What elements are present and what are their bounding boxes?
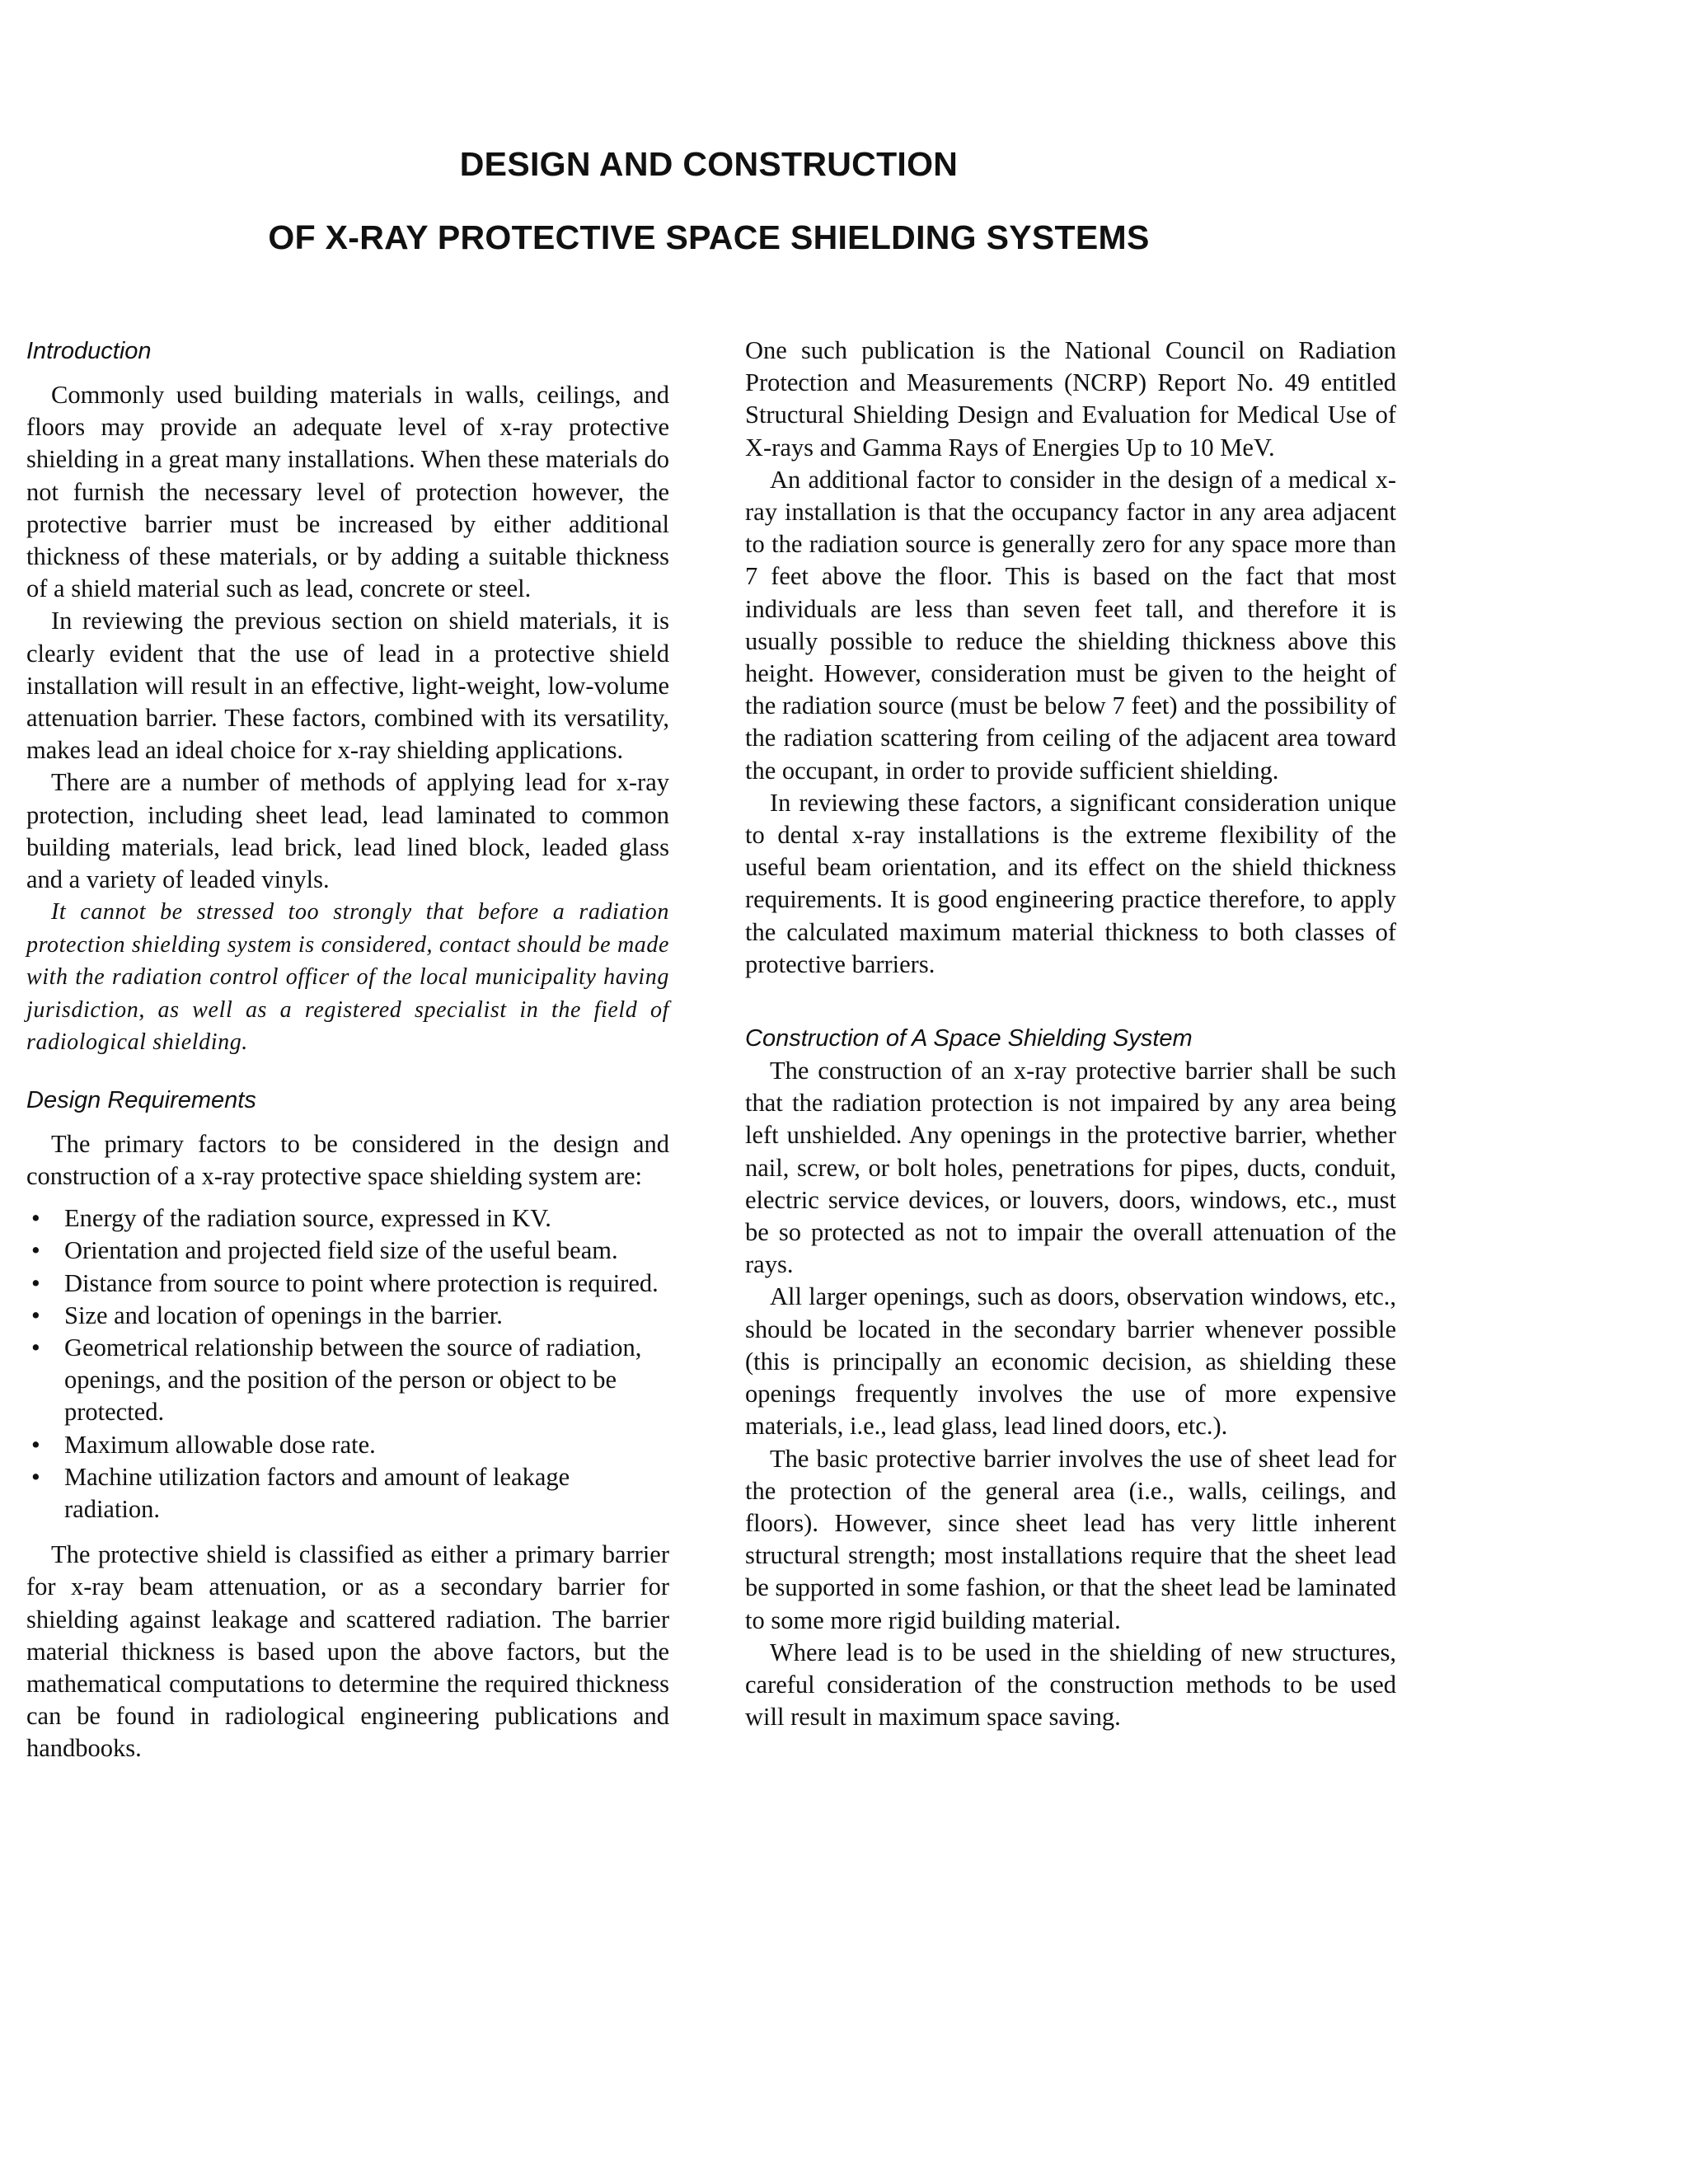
page-title-line-1: DESIGN AND CONSTRUCTION	[459, 145, 959, 183]
introduction-paragraph-2: In reviewing the previous section on shield materials, it is clearly evident that the use of lead in a protective shield installation will result in an effective, light-weight, low-volume attenuation barrier. These factors, combined with its versatility, makes lead an ideal choice for x-ray shielding applications.	[26, 607, 669, 765]
introduction-heading: Introduction	[26, 338, 152, 364]
construction-paragraph-1: The construction of an x-ray protective barrier shall be such that the radiation protection is not impaired by any area being left unshielded. Any openings in the protective barrier, whether nail, screw, or bolt holes, penetrations for pipes, ducts, conduit, electric service devices, or louvers, doors, windows, etc., must be so protected as not to impair the overall attenuation of the rays.	[745, 1057, 1396, 1279]
bullet-icon: •	[31, 1204, 40, 1233]
construction-paragraph-4: Where lead is to be used in the shielding of new structures, careful consideration of the construction methods to be used will result in maximum space saving.	[745, 1638, 1396, 1732]
left-column	[26, 335, 669, 1765]
design-factors-list	[26, 1202, 669, 1526]
bullet-icon: •	[31, 1462, 40, 1491]
list-item: • Geometrical relationship between the source of radiation, openings, and the position of the person or object to be protected.	[31, 1333, 642, 1427]
introduction-paragraph-3: There are a number of methods of applying lead for x-ray protection, including sheet lead, lead laminated to common building materials, lead brick, lead lined block, leaded glass and a variety of leaded vinyls.	[26, 768, 669, 894]
occupancy-paragraph: An additional factor to consider in the design of a medical x-ray installation is that the occupancy factor in any area adjacent to the radiation source is generally zero for any space more than 7 feet above the floor. This is based on the fact that most individuals are less than seven feet tall, and therefore it is usually possible to reduce the shielding thickness above this height. However, consideration must be given to the height of the radiation source (must be below 7 feet) and the possibility of the radiation scattering from ceiling of the adjacent area toward the occupant, in order to provide sufficient shielding.	[745, 465, 1396, 785]
construction-heading: Construction of A Space Shielding System	[745, 1025, 1193, 1052]
list-item: • Maximum allowable dose rate.	[26, 1429, 669, 1461]
introduction-paragraph-1: Commonly used building materials in walls, ceilings, and floors may provide an adequate level of x-ray protective shielding in a great many installations. When these materials do not furnish the necessary level of protection however, the protective barrier must be increased by either additional thickness of these materials, or by adding a suitable thickness of a shield material such as lead, concrete or steel.	[26, 381, 669, 603]
ncrp-paragraph: One such publication is the National Council on Radiation Protection and Measurements (NCRP) Report No. 49 entitled Structural Shielding Design and Evaluation for Medical Use of X-rays and Gamma Rays of Energies Up to 10 MeV.	[745, 336, 1396, 462]
list-item: • Orientation and projected field size of the useful beam.	[26, 1235, 669, 1267]
right-column	[745, 335, 1396, 1733]
design-requirements-paragraph-1: The primary factors to be considered in the design and construction of a x-ray protective space shielding system are:	[26, 1129, 669, 1190]
dental-paragraph: In reviewing these factors, a significant consideration unique to dental x-ray installations is the extreme flexibility of the useful beam orientation, and its effect on the shield thickness requirements. It is good engineering practice therefore, to apply the calculated maximum material thickness to both classes of protective barriers.	[745, 788, 1396, 978]
list-item: • Size and location of openings in the barrier.	[26, 1300, 669, 1332]
design-requirements-paragraph-2: The protective shield is classified as either a primary barrier for x-ray beam attenuation, or as a secondary barrier for shielding against leakage and scattered radiation. The barrier material thickness is based upon the above factors, but the mathematical computations to determine the required thickness can be found in radiological engineering publications and handbooks.	[26, 1540, 669, 1763]
design-requirements-heading: Design Requirements	[26, 1086, 256, 1113]
construction-paragraph-2: All larger openings, such as doors, observation windows, etc., should be located in the secondary barrier whenever possible (this is principally an economic decision, as shielding these openings frequently involves the use of more expensive materials, i.e., lead glass, lead lined doors, etc.).	[745, 1282, 1396, 1441]
bullet-icon: •	[31, 1333, 40, 1361]
introduction-note: It cannot be stressed too strongly that before a radiation protection shielding system is considered, contact should be made with the radiation control officer of the local municipality having jurisdiction, as well as a registered specialist in the field of radiological shielding.	[26, 899, 669, 1056]
construction-paragraph-3: The basic protective barrier involves the use of sheet lead for the protection of the general area (i.e., walls, ceilings, and floors). However, since sheet lead has very little inherent structural strength; most installations require that the sheet lead be supported in some fashion, or that the sheet lead be laminated to some more rigid building material.	[745, 1444, 1396, 1634]
bullet-icon: •	[31, 1301, 40, 1329]
list-item: • Distance from source to point where protection is required.	[26, 1268, 669, 1300]
bullet-icon: •	[31, 1430, 40, 1459]
list-item: • Energy of the radiation source, expressed in KV.	[26, 1202, 669, 1235]
bullet-icon: •	[31, 1236, 40, 1265]
page-title-line-2: OF X-RAY PROTECTIVE SPACE SHIELDING SYSTEMS	[268, 218, 1150, 256]
bullet-icon: •	[31, 1268, 40, 1297]
list-item: • Machine utilization factors and amount of leakage radiation.	[31, 1462, 570, 1523]
